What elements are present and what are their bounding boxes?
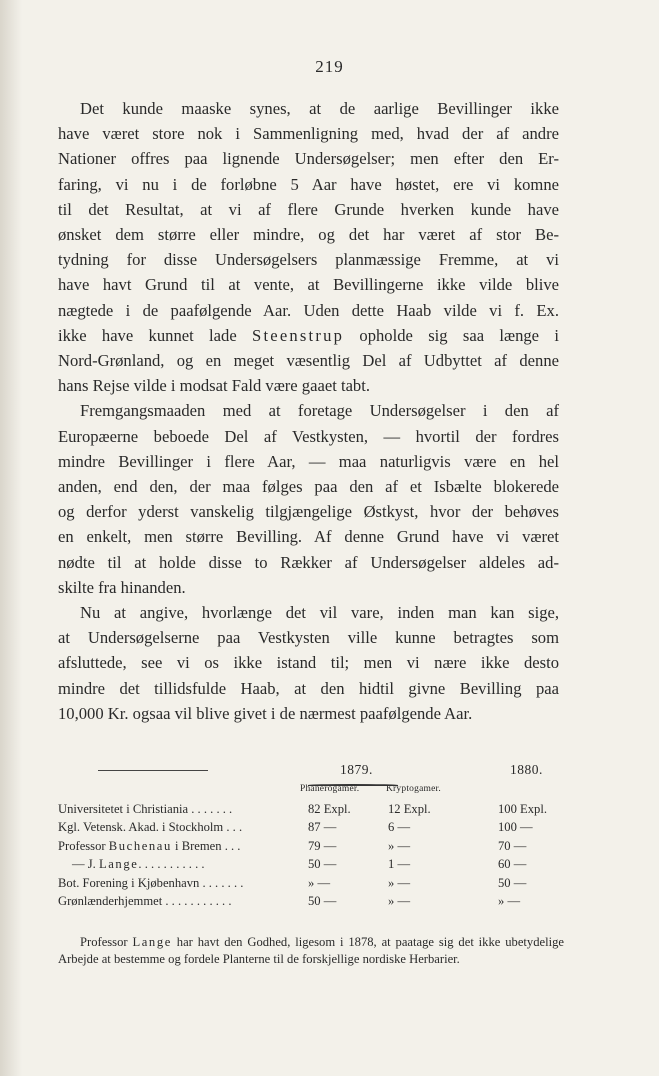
paragraph-1-line xyxy=(58,323,559,348)
paragraph-1-line: Det kunde maaske synes, at de aarlige Bevillinger ikke xyxy=(80,99,559,118)
paragraph-1-line: Nord-Grønland, og en meget væsentlig Del af Udbyttet af denne xyxy=(58,351,559,371)
cell-phanerogamer-1879: 87 — xyxy=(308,820,337,835)
recipient-text: Kgl. Vetensk. Akad. i Stockholm . . . xyxy=(58,820,243,835)
person-name-lange: Lange xyxy=(98,857,139,872)
table-footnote xyxy=(58,934,564,967)
person-name-buchenau: Buchenau xyxy=(108,838,172,853)
recipient-text: Bot. Forening i Kjøbenhavn . . . . . . . xyxy=(58,875,244,890)
paragraph-1-line: have havt Grund til at vente, at Bevillingerne ikke vilde blive xyxy=(58,275,559,295)
cell-kryptogamer-1879: » — xyxy=(388,838,411,853)
recipient-text: Universitetet i Christiania . . . . . . . xyxy=(58,802,233,816)
cell-1880: 70 — xyxy=(498,838,527,853)
person-name-steenstrup: Steenstrup xyxy=(252,325,345,345)
paragraph-3-line: Nu at angive, hvorlænge det vil vare, inden man kan sige, xyxy=(80,603,559,623)
page-number: 219 xyxy=(315,57,344,76)
paragraph-1-line: have været store nok i Sammenligning med, hvad der af andre xyxy=(58,124,559,144)
cell-phanerogamer-1879: 82 Expl. xyxy=(308,802,351,816)
recipient-name xyxy=(58,894,232,909)
body-text xyxy=(58,96,559,726)
table-row xyxy=(58,876,564,894)
paragraph-3-line: afsluttede, see vi os ikke istand til; men vi nære ikke desto xyxy=(58,653,559,673)
recipient-name xyxy=(58,802,232,817)
paragraph-2-line: anden, end den, der maa følges paa den af et Isbælte blokerede xyxy=(58,477,559,497)
cell-phanerogamer-1879: 79 — xyxy=(308,838,337,853)
table-row xyxy=(58,894,564,912)
paragraph-2-line: en enkelt, men større Bevilling. Af denne Grund have vi været xyxy=(58,527,559,547)
paragraph-3-line: at Undersøgelserne paa Vestkysten ville kunne betragtes som xyxy=(58,628,559,648)
person-name-lange: Lange xyxy=(132,935,172,949)
table-header-rule xyxy=(98,770,208,771)
paragraph-2-line: og derfor yderst vanskelig tilgjængelige Østkyst, hvor der behøves xyxy=(58,502,559,522)
paragraph-1-line: Nationer offres paa lignende Undersøgelser; men efter den Er- xyxy=(58,149,559,169)
table-row xyxy=(58,857,564,875)
recipient-text: — J. xyxy=(72,857,99,872)
paragraph-1-line: ønsket dem større eller mindre, og det har været af stor Be- xyxy=(58,225,559,245)
cell-1880: 100 Expl. xyxy=(498,802,547,816)
cell-phanerogamer-1879: » — xyxy=(308,875,331,890)
column-header-1879: 1879. xyxy=(340,762,373,777)
cell-1880: » — xyxy=(498,893,521,908)
cell-kryptogamer-1879: 1 — xyxy=(388,857,411,872)
paragraph-3-line: 10,000 Kr. ogsaa vil blive givet i de nærmest paafølgende Aar. xyxy=(58,703,473,723)
recipient-text: . . . . . . . . . . . xyxy=(138,857,205,872)
table-row xyxy=(58,839,564,857)
footnote-text: har havt den Godhed, ligesom i 1878, at paatage sig det ikke ubetydelige Arbejde at bestemme og fordele Planterne til de forskjellige nordiske Herbarier. xyxy=(58,935,564,966)
cell-phanerogamer-1879: 50 — xyxy=(308,893,337,908)
paragraph-1-line: tydning for disse Undersøgelsers planmæssige Fremme, at vi xyxy=(58,250,559,270)
recipient-text: i Bremen . . . xyxy=(171,838,241,853)
paragraph-1-line: nægtede i de paafølgende Aar. Uden dette Haab vilde vi f. Ex. xyxy=(58,300,559,320)
cell-kryptogamer-1879: 6 — xyxy=(388,820,411,835)
cell-1880: 60 — xyxy=(498,857,527,872)
table-row xyxy=(58,820,564,838)
cell-1880: 100 — xyxy=(498,820,533,835)
footnote-text: Professor xyxy=(80,935,133,949)
paragraph-1-line: hans Rejse vilde i modsat Fald være gaaet tabt. xyxy=(58,376,370,396)
cell-1880: 50 — xyxy=(498,875,527,890)
column-header-1880: 1880. xyxy=(510,762,543,777)
paragraph-3-line: mindre det tillidsfulde Haab, at den hidtil givne Bevilling paa xyxy=(58,678,559,698)
cell-kryptogamer-1879: 12 Expl. xyxy=(388,802,431,816)
cell-kryptogamer-1879: » — xyxy=(388,875,411,890)
subheader-kryptogamer: Kryptogamer. xyxy=(386,784,441,794)
paragraph-1-line: til det Resultat, at vi af flere Grunde hverken kunde have xyxy=(58,199,559,219)
page-edge-shadow xyxy=(0,0,22,1076)
paragraph-2-line: Fremgangsmaaden med at foretage Undersøgelser i den af xyxy=(80,401,559,421)
cell-kryptogamer-1879: » — xyxy=(388,893,411,908)
cell-phanerogamer-1879: 50 — xyxy=(308,857,337,872)
subheader-phanerogamer: Phanerogamer. xyxy=(300,784,360,794)
recipient-name xyxy=(72,857,205,872)
recipient-name xyxy=(58,839,240,854)
paragraph-2-line: Europæerne beboede Del af Vestkysten, — hvortil der fordres xyxy=(58,426,559,446)
paragraph-2-line: skilte fra hinanden. xyxy=(58,577,186,597)
paragraph-1-line: faring, vi nu i de forløbne 5 Aar have høstet, ere vi komne xyxy=(58,174,559,194)
recipient-name xyxy=(58,876,243,891)
line-text: opholde sig saa længe i xyxy=(344,325,559,345)
recipient-name xyxy=(58,820,242,835)
paragraph-2-line: nødte til at holde disse to Rækker af Undersøgelser aldeles ad- xyxy=(58,552,559,572)
recipient-text: Professor xyxy=(58,838,109,853)
table-row xyxy=(58,802,564,820)
recipient-text: Grønlænderhjemmet . . . . . . . . . . . xyxy=(58,893,232,908)
table-body xyxy=(58,802,564,912)
paragraph-2-line: mindre Bevillinger i flere Aar, — maa naturligvis være en hel xyxy=(58,451,559,471)
line-text: ikke have kunnet lade xyxy=(58,325,253,345)
